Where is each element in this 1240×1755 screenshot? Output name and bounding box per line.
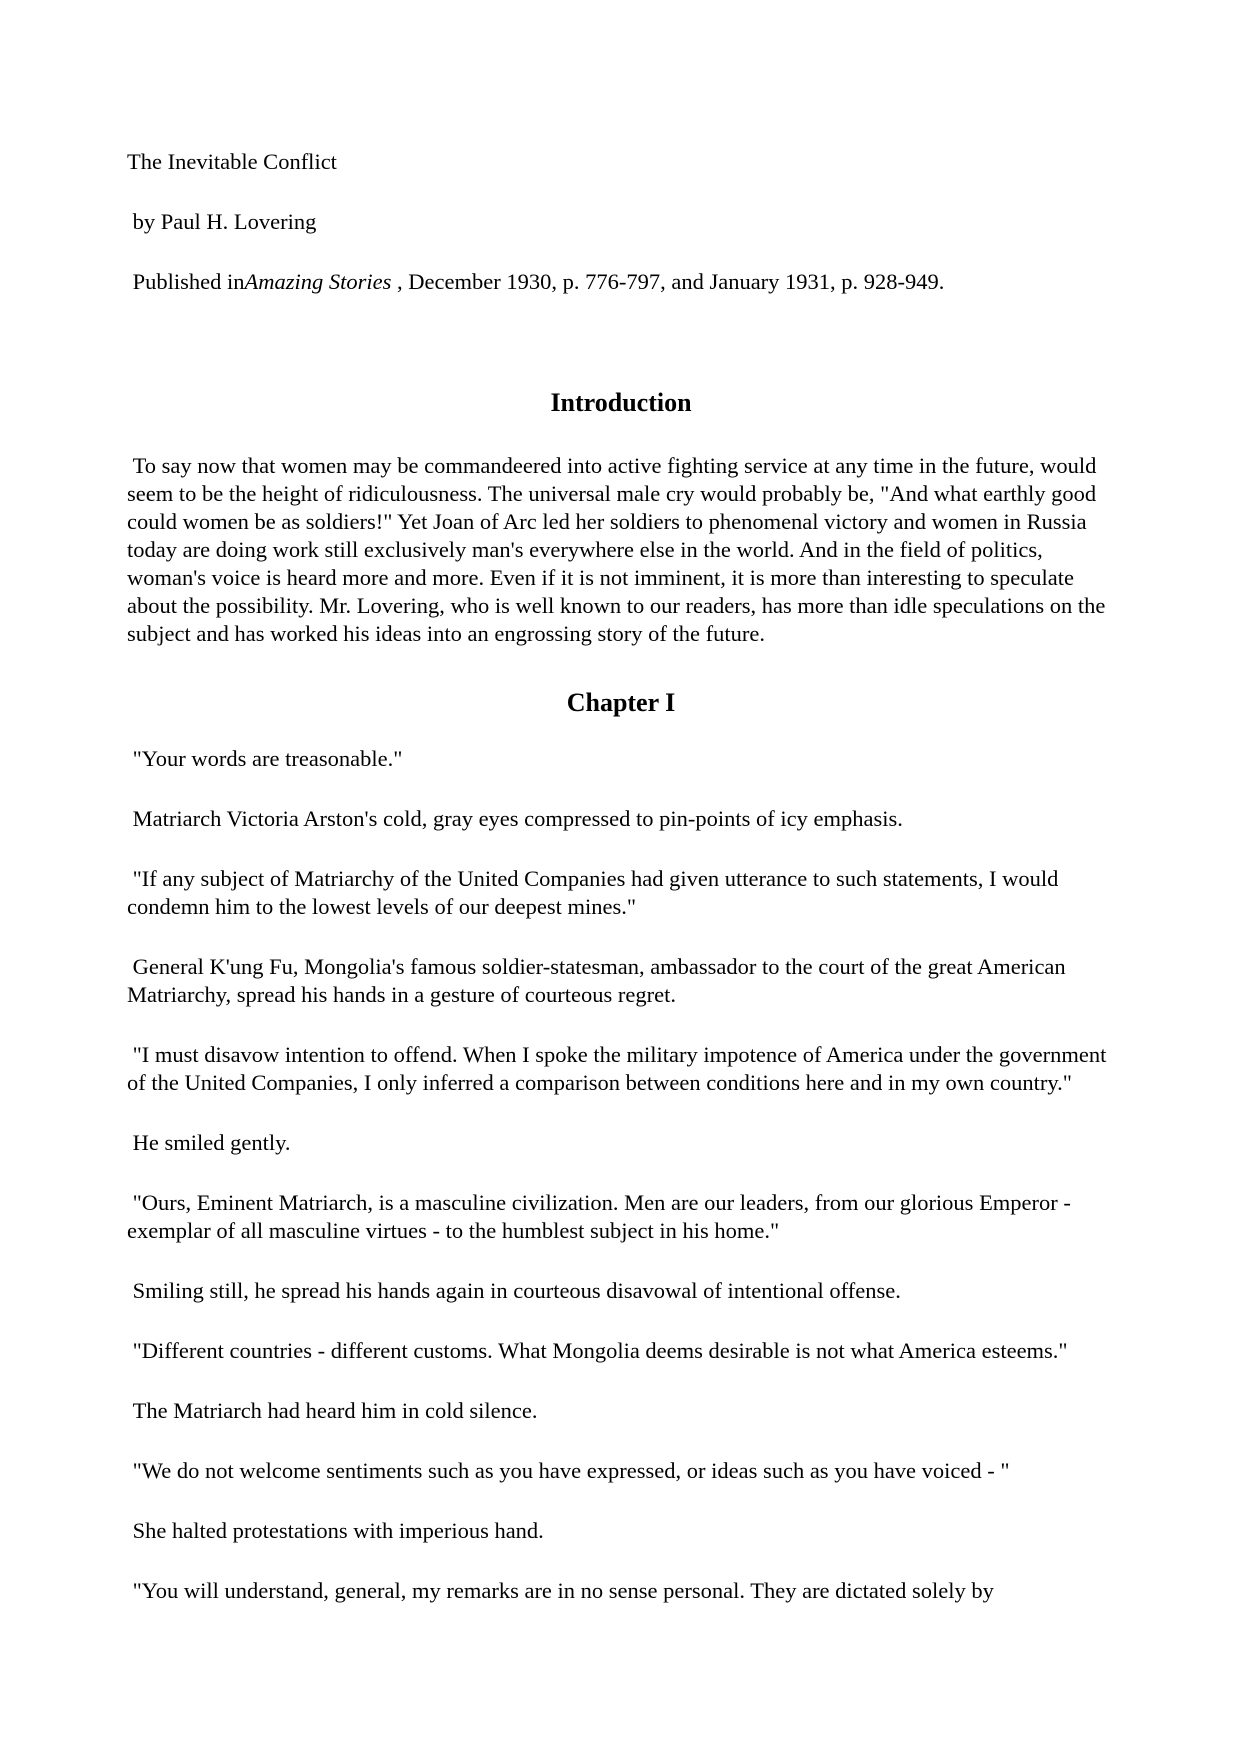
story-paragraph: He smiled gently. [127, 1130, 291, 1155]
publication-suffix: , December 1930, p. 776-797, and January 1931, p. 928-949. [391, 269, 945, 294]
story-paragraph: "Your words are treasonable." [127, 746, 403, 771]
story-paragraph: "Different countries - different customs. What Mongolia deems desirable is not what America esteems." [127, 1338, 1068, 1363]
story-paragraph: "We do not welcome sentiments such as you have expressed, or ideas such as you have voiced - " [127, 1458, 1010, 1483]
story-paragraph: Matriarch Victoria Arston's cold, gray eyes compressed to pin-points of icy emphasis. [127, 806, 903, 831]
story-paragraph: She halted protestations with imperious hand. [127, 1518, 544, 1543]
journal-name: Amazing Stories [244, 269, 392, 294]
publication-prefix: Published in [127, 269, 245, 294]
story-paragraph: "Ours, Eminent Matriarch, is a masculine civilization. Men are our leaders, from our glorious Emperor - exemplar of all masculine virtues - to the humblest subject in his home." [127, 1190, 1077, 1243]
story-paragraph: "If any subject of Matriarchy of the United Companies had given utterance to such statements, I would condemn him to the lowest levels of our deepest mines." [127, 866, 1065, 919]
author-byline: by Paul H. Lovering [127, 209, 317, 234]
publication-line [127, 268, 1115, 296]
introduction-heading: Introduction [550, 388, 692, 417]
introduction-paragraph: To say now that women may be commandeered into active fighting service at any time in the future, would seem to be the height of ridiculousness. The universal male cry would probably be, "And what earthly good could women be as soldiers!" Yet Joan of Arc led her soldiers to phenomenal victory and women in Russia today are doing work still exclusively man's everywhere else in the world. And in the field of politics, woman's voice is heard more and more. Even if it is not imminent, it is more than interesting to speculate about the possibility. Mr. Lovering, who is well known to our readers, has more than idle speculations on the subject and has worked his ideas into an engrossing story of the future. [127, 453, 1111, 646]
story-paragraph: Smiling still, he spread his hands again in courteous disavowal of intentional offense. [127, 1278, 901, 1303]
story-paragraph: The Matriarch had heard him in cold silence. [127, 1398, 538, 1423]
story-paragraph: General K'ung Fu, Mongolia's famous soldier-statesman, ambassador to the court of the great American Matriarchy, spread his hands in a gesture of courteous regret. [127, 954, 1072, 1007]
chapter-heading: Chapter I [566, 688, 676, 717]
story-paragraph: "I must disavow intention to offend. When I spoke the military impotence of America under the government of the United Companies, I only inferred a comparison between conditions here and in my own country." [127, 1042, 1112, 1095]
page-title: The Inevitable Conflict [127, 149, 337, 174]
story-paragraph: "You will understand, general, my remarks are in no sense personal. They are dictated solely by [127, 1578, 994, 1603]
